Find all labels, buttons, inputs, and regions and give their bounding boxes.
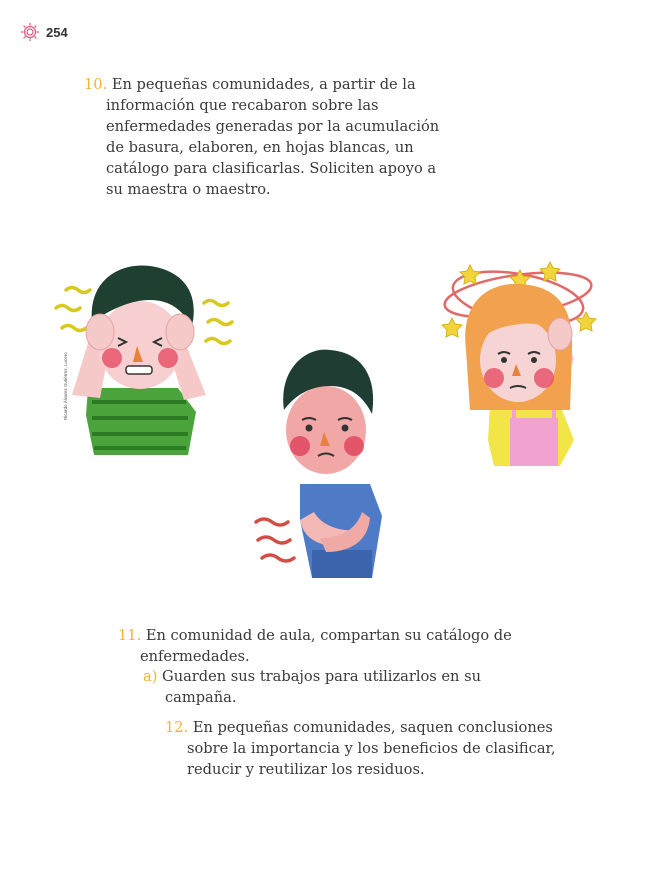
- exercise-number: 12.: [165, 719, 189, 736]
- page-number-text: 254: [46, 24, 68, 40]
- boy-stomachache: [256, 350, 382, 578]
- exercise-12: [165, 717, 565, 780]
- exercise-text: En pequeñas comunidades, saquen conclusiones sobre la importancia y los beneficios de clasificar, reducir y reutilizar los residuos.: [187, 719, 556, 778]
- sub-item-letter: a): [143, 668, 158, 685]
- illustration-credit: Ricardo Álvarez Gutiérrez, Lucero: [63, 352, 68, 420]
- girl-dizzy: [442, 262, 596, 466]
- boy-headache: [56, 265, 232, 455]
- exercise-number: 11.: [118, 627, 142, 644]
- exercise-11: [118, 625, 518, 667]
- sub-item-text: Guarden sus trabajos para utilizarlos en su campaña.: [162, 668, 481, 706]
- exercise-11a: [143, 666, 503, 708]
- exercise-text: En pequeñas comunidades, a partir de la información que recabaron sobre las enfermedades generadas por la acumulación de basura, elaboren, en hojas blancas, un catálogo para clasificarlas. Soliciten apoyo a su maestra o maestro.: [106, 76, 440, 198]
- exercise-text: En comunidad de aula, compartan su catálogo de enfermedades.: [140, 627, 512, 665]
- exercise-number: 10.: [84, 76, 108, 93]
